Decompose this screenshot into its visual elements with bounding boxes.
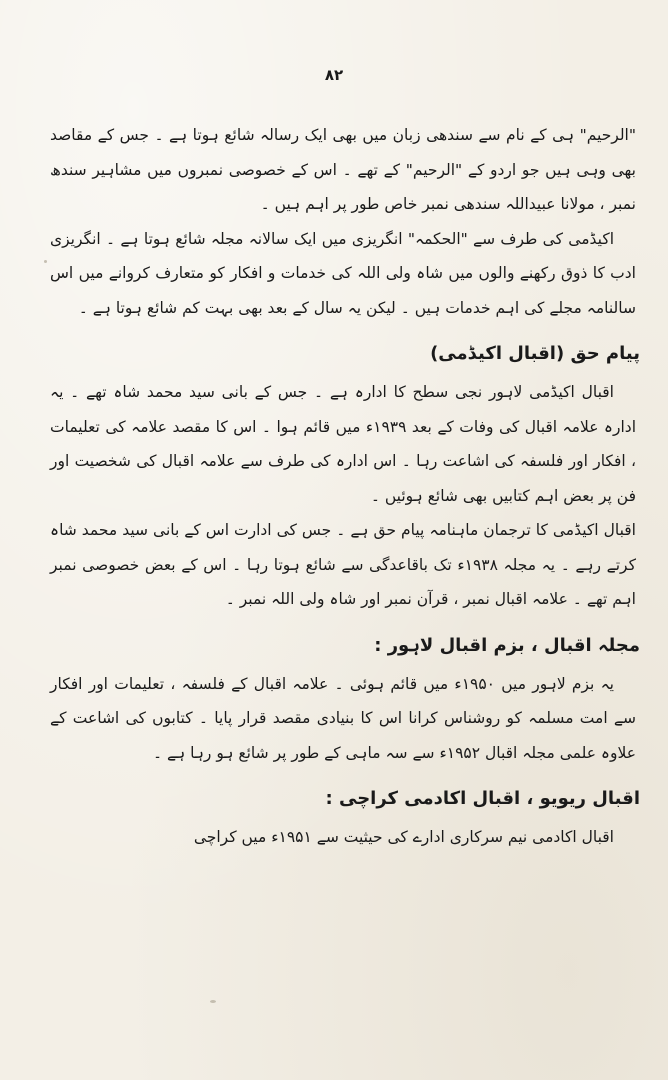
paragraph-payam-e-haq-journal: اقبال اکیڈمی کا ترجمان ماہنامہ پیام حق ہے ۔ جس کی ادارت اس کے بانی سید محمد شاہ کرتے رہے ۔ یہ مجلہ ۱۹۳۸ء تک باقاعدگی سے شائع ہوتا رہا ۔ اس کے بعض خصوصی نمبر اہم تھے ۔ علامہ اقبال نمبر ، قرآن نمبر اور شاہ ولی اللہ نمبر ۔ — [50, 521, 636, 608]
paragraph-rahim-sindhi: "الرحیم" ہی کے نام سے سندھی زبان میں بھی ایک رسالہ شائع ہوتا ہے ۔ جس کے مقاصد بھی وہی ہیں جو اردو کے "الرحیم" کے تھے ۔ اس کے خصوصی نمبروں میں مشاہیر سندھ نمبر ، مولانا عبیداللہ سندھی نمبر خاص طور پر اہم ہیں ۔ — [50, 126, 636, 213]
paragraph-bazm-e-iqbal: یہ بزم لاہور میں ۱۹۵۰ء میں قائم ہوئی ۔ علامہ اقبال کے فلسفہ ، تعلیمات اور افکار سے امت مسلمہ کو روشناس کرانا اس کا بنیادی مقصد قرار پایا ۔ کتابوں کی اشاعت کے علاوہ علمی مجلہ اقبال ۱۹۵۲ء سے سہ ماہی کے طور پر شائع ہو رہا ہے ۔ — [50, 674, 636, 762]
heading-majalla-iqbal: مجلہ اقبال ، بزم اقبال لاہور : — [374, 634, 640, 656]
page-content — [50, 118, 640, 855]
page-number: ۸۲ — [324, 66, 344, 84]
heading-payam-e-haq: پیام حق (اقبال اکیڈمی) — [430, 343, 640, 364]
paragraph-iqbal-academy-karachi: اقبال اکادمی نیم سرکاری ادارے کی حیثیت سے ۱۹۵۱ء میں کراچی — [193, 828, 614, 846]
heading-iqbal-review: اقبال ریویو ، اقبال اکادمی کراچی : — [325, 788, 640, 809]
paper-speck — [44, 260, 47, 263]
paragraph-al-hikmah: اکیڈمی کی طرف سے "الحکمہ" انگریزی میں ایک سالانہ مجلہ شائع ہوتا ہے ۔ انگریزی ادب کا ذوق رکھنے والوں میں شاہ ولی اللہ کی خدمات و افکار کو متعارف کروانے میں اس سالنامہ مجلے کی اہم خدمات ہیں ۔ لیکن یہ سال کے بعد بھی بہت کم شائع ہوتا ہے ۔ — [50, 229, 636, 317]
paragraph-iqbal-academy: اقبال اکیڈمی لاہور نجی سطح کا ادارہ ہے ۔ جس کے بانی سید محمد شاہ تھے ۔ یہ ادارہ علامہ اقبال کی وفات کے بعد ۱۹۳۹ء میں قائم ہوا ۔ اس کا مقصد علامہ کی تعلیمات ، افکار اور فلسفہ کی اشاعت رہا ۔ اس ادارہ کی طرف سے علامہ اقبال کی شخصیت اور فن پر بعض اہم کتابیں بھی شائع ہوئیں ۔ — [50, 383, 636, 505]
paper-speck — [210, 1000, 216, 1003]
